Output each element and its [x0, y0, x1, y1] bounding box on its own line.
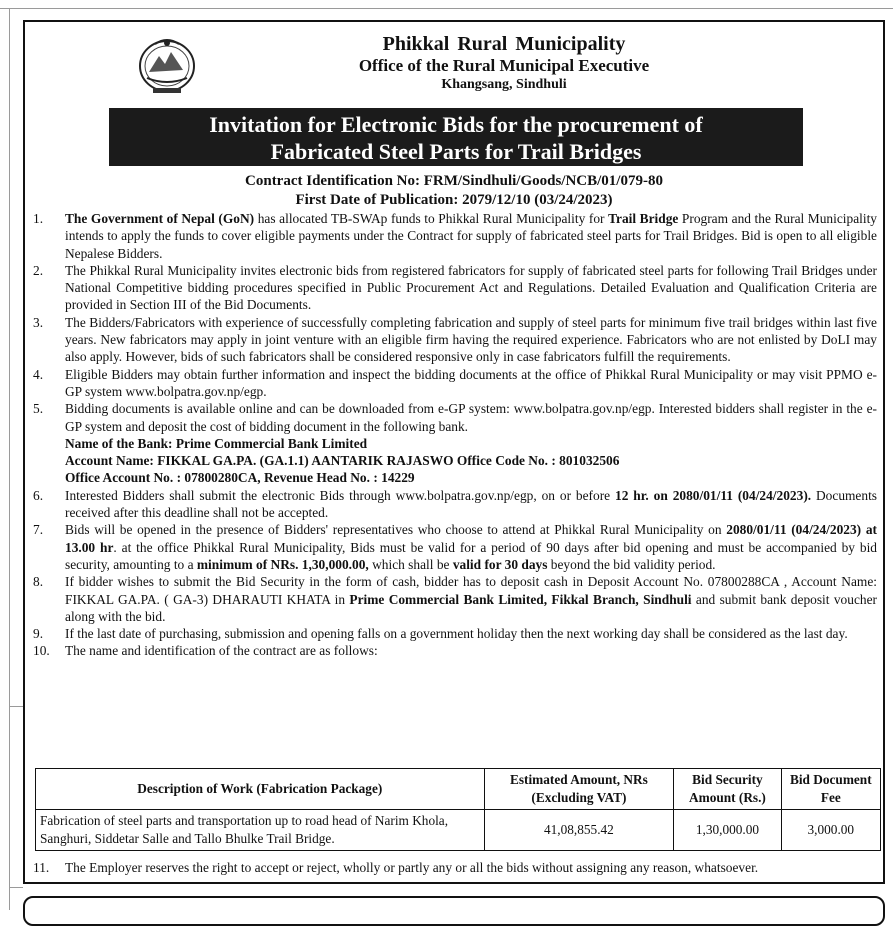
clause-text: Eligible Bidders may obtain further information and inspect the bidding documents at the office of Phikkal Rural Municipality or may visit PPMO e-GP system www.bolpatra.gov.np/egp. [65, 366, 877, 399]
clause-text [65, 210, 877, 262]
clause-bold-text: The Government of Nepal (GoN) [65, 211, 255, 226]
column-header-description: Description of Work (Fabrication Package) [36, 769, 485, 810]
clause-number: 6. [33, 487, 44, 503]
header-line: Fee [820, 790, 841, 805]
cell-description: Fabrication of steel parts and transportation up to road head of Narim Khola, Sanghuri, Siddetar Salle and Tallo Bhulke Trail Bridge. [36, 810, 485, 851]
clause-number: 8. [33, 574, 44, 590]
contract-info [25, 172, 883, 210]
clause-number: 11. [33, 860, 50, 875]
clause-text-part: has allocated TB-SWAp funds to Phikkal Rural Municipality for [254, 211, 609, 226]
contract-table [35, 768, 881, 851]
clause-5 [33, 400, 877, 486]
clause-text-part: Documents received after this deadline shall not be accepted. [65, 487, 878, 521]
margin-mark [9, 706, 23, 707]
bank-name: Name of the Bank: Prime Commercial Bank Limited [65, 435, 368, 451]
clause-bold-text: 2080/01/11 (04/24/2023) at 13.00 hr [65, 522, 877, 555]
clause-text: The Bidders/Fabricators with experience of successfully completing fabrication and supply of steel parts for minimum five trail bridges within last five years. New fabricators may apply in joint venture with an eligible firm having the required experience. Fabricators who are not enlisted by DoLI may also apply. However, bids of such fabricators shall be considered responsive only in case fabricators fulfill the requirements. [65, 314, 877, 365]
clause-text: If the last date of purchasing, submission and opening falls on a government holiday then the next working day shall be considered as the last day. [65, 626, 848, 642]
publication-date: First Date of Publication: 2079/12/10 (03/24/2023) [295, 192, 613, 208]
clause-text-part: Bidding documents is available online and can be downloaded from e-GP system: www.bolpatra.gov.np/egp. Interested bidders shall register in the e-GP system and deposit the cost of bidding document in the following bank. [65, 401, 877, 434]
bank-account-name: Account Name: FIKKAL GA.PA. (GA.1.1) AANTARIK RAJASWO Office Code No. : 801032506 [65, 453, 620, 469]
bank-account-number: Office Account No. : 07800280CA, Revenue Head No. : 14229 [65, 470, 415, 486]
clause-text [65, 400, 877, 486]
clause-text-part: Program and the Rural Municipality intends to apply the funds to cover eligible payments under the Contract for supply of fabricated steel parts for Trail Bridges. Bid is open to all eligible Nepalese Bidders. [65, 211, 877, 261]
column-header-document-fee [781, 769, 880, 810]
clause-7 [33, 521, 877, 573]
clause-bold-text: Prime Commercial Bank Limited, Fikkal Branch, Sindhuli [349, 591, 692, 607]
margin-mark [9, 887, 23, 888]
clause-1 [33, 210, 877, 262]
clause-text-part: which shall be [368, 556, 453, 572]
clause-text-part: . at the office Phikkal Rural Municipality, Bids must be valid for a period of 90 days after bid opening and must be accompanied by bid security, amounting to a [65, 539, 877, 572]
clause-number: 1. [33, 211, 44, 226]
clause-text-part: beyond the bid validity period. [547, 556, 716, 572]
clause-number: 7. [33, 522, 44, 538]
organization-name: Phikkal Rural Municipality [382, 33, 626, 55]
bid-notice [23, 20, 885, 884]
clause-text-part: Interested Bidders shall submit the electronic Bids through www.bolpatra.gov.np/egp, on or before [65, 487, 615, 503]
clause-bold-text: minimum of NRs. 1,30,000.00, [196, 556, 369, 572]
clause-number: 3. [33, 314, 44, 330]
notice-title-line-1: Invitation for Electronic Bids for the procurement of [209, 112, 703, 137]
clause-8 [33, 573, 877, 625]
office-location: Khangsang, Sindhuli [441, 77, 567, 92]
clause-text [65, 573, 877, 625]
clause-text-part: If bidder wishes to submit the Bid Security in the form of cash, bidder has to deposit cash in Deposit Account No. 07800288CA , Account Name: FIKKAL GA.PA. ( GA-3) DHARAUTI KHATA in [65, 574, 877, 607]
next-notice-frame [23, 896, 885, 926]
organization-block [25, 32, 883, 94]
clause-text [65, 521, 877, 573]
clause-number: 2. [33, 262, 44, 278]
clause-11 [33, 859, 877, 876]
cell-estimated-amount: 41,08,855.42 [484, 810, 674, 851]
page-top-rule [0, 8, 893, 9]
clause-text [65, 487, 877, 522]
clause-text: The Phikkal Rural Municipality invites electronic bids from registered fabricators for supply of fabricated steel parts for following Trail Bridges under National Competitive bidding procedures specified in Public Procurement Act and Regulations. Detailed Evaluation and Qualification Criteria are provided in Section III of the Bid Documents. [65, 262, 877, 313]
table-row [36, 810, 881, 851]
contract-identification: Contract Identification No: FRM/Sindhuli/Goods/NCB/01/079-80 [245, 173, 663, 189]
clause-text: The name and identification of the contract are as follows: [65, 643, 378, 659]
cell-bid-security: 1,30,000.00 [674, 810, 781, 851]
page-left-rule [9, 8, 10, 910]
clause-6 [33, 487, 877, 522]
header-line: (Excluding VAT) [531, 790, 627, 805]
notice-header [25, 32, 883, 102]
office-name: Office of the Rural Municipal Executive [358, 56, 650, 75]
clause-bold-text: valid for 30 days [452, 556, 548, 572]
clause-text-part: and submit bank deposit voucher along with the bid. [65, 591, 877, 624]
header-line: Bid Document [789, 772, 872, 787]
column-header-estimated-amount [484, 769, 674, 810]
clause-9 [33, 625, 877, 642]
clause-2 [33, 262, 877, 314]
header-line: Amount (Rs.) [689, 790, 766, 805]
clause-text: The Employer reserves the right to accept or reject, wholly or partly any or all the bids without assigning any reason, whatsoever. [65, 860, 759, 875]
cell-document-fee: 3,000.00 [781, 810, 880, 851]
clause-number: 10. [33, 643, 50, 659]
clause-4 [33, 366, 877, 401]
notice-title [109, 108, 803, 166]
clause-number: 5. [33, 401, 44, 417]
clause-bold-text: 12 hr. on 2080/01/11 (04/24/2023). [615, 487, 812, 503]
clause-text-part: Bids will be opened in the presence of Bidders' representatives who choose to attend at Phikkal Rural Municipality on [65, 522, 727, 538]
notice-title-line-2: Fabricated Steel Parts for Trail Bridges [270, 139, 642, 164]
header-line: Estimated Amount, NRs [510, 772, 648, 787]
table-header-row [36, 769, 881, 810]
clause-3 [33, 314, 877, 366]
header-line: Bid Security [692, 772, 763, 787]
notice-clauses [33, 210, 877, 660]
clause-number: 9. [33, 626, 44, 642]
clause-bold-text: Trail Bridge [608, 211, 679, 226]
clause-number: 4. [33, 366, 44, 382]
clause-10 [33, 642, 877, 659]
column-header-bid-security [674, 769, 781, 810]
